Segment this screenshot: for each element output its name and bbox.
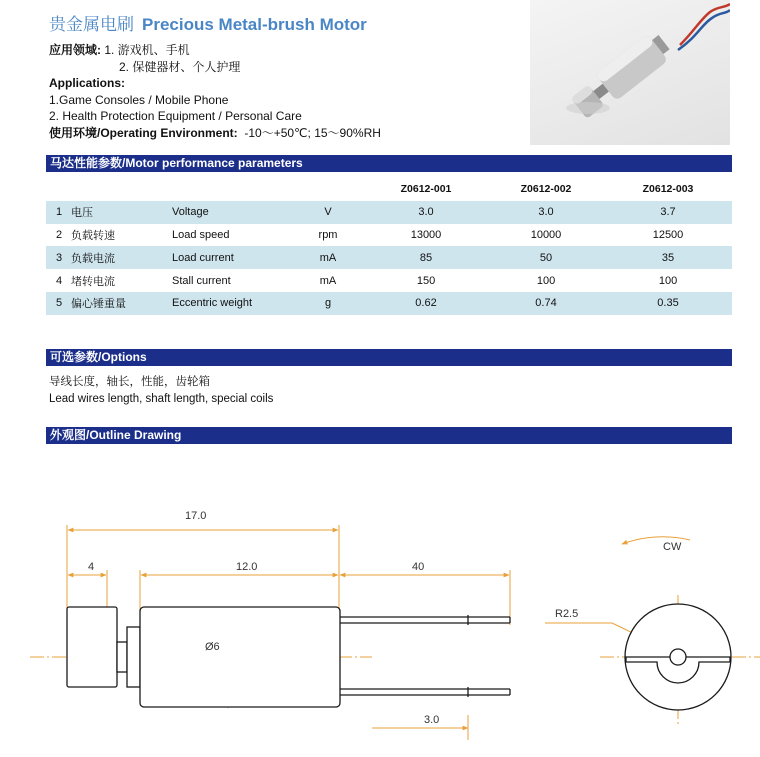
performance-section-header: 马达性能参数/Motor performance parameters	[46, 155, 732, 172]
options-cn: 导线长度，轴长，性能，齿轮箱	[49, 376, 210, 388]
outline-drawing-svg	[0, 450, 760, 757]
rotation-direction: CW	[663, 541, 682, 553]
page-title	[49, 10, 367, 35]
dim-wire-strip: 3.0	[424, 714, 440, 726]
motor-photo-icon	[530, 0, 730, 145]
title-chinese: 贵金属电刷	[49, 15, 134, 34]
dim-total-length: 17.0	[185, 510, 207, 522]
applications-heading: Applications:	[49, 76, 126, 90]
options-block	[49, 374, 273, 408]
table-row: 1 电压 Voltage V 3.0 3.0 3.7	[46, 201, 732, 224]
options-section-header: 可选参数/Options	[46, 349, 732, 366]
table-row: 4 堵转电流 Stall current mA 150 100 100	[56, 274, 678, 288]
applications-item-1: 1.Game Consoles / Mobile Phone	[49, 92, 229, 107]
performance-table	[46, 178, 732, 315]
dim-radius: R2.5	[555, 608, 579, 620]
table-header-row: Z0612-001 Z0612-002 Z0612-003	[400, 183, 694, 196]
dim-wire-length: 40	[412, 561, 425, 573]
options-en: Lead wires length, shaft length, special coils	[49, 393, 274, 405]
dim-weight-length: 4	[88, 561, 95, 573]
title-english: Precious Metal-brush Motor	[142, 15, 367, 34]
applications-cn-line1: 应用领域: 1. 游戏机、手机	[49, 43, 190, 57]
applications-cn-line2: 2. 保健器材、个人护理	[119, 59, 241, 74]
outline-section-header: 外观图/Outline Drawing	[46, 427, 732, 444]
operating-environment: 使用环境/Operating Environment: -10～+50℃; 15～90%RH	[49, 125, 381, 140]
applications-item-2: 2. Health Protection Equipment / Personal Care	[49, 109, 302, 123]
table-row: 2 负载转速 Load speed rpm 13000 10000 12500	[56, 228, 684, 242]
dim-diameter: Ø6	[205, 641, 220, 653]
dim-body-length: 12.0	[236, 561, 258, 573]
outline-drawing	[0, 450, 760, 757]
table-row: 5 偏心锤重量 Eccentric weight g 0.62 0.74 0.35	[46, 292, 732, 315]
table-row: 3 负载电流 Load current mA 85 50 35	[46, 246, 732, 269]
motor-photo	[530, 0, 730, 145]
applications-block	[49, 42, 381, 141]
